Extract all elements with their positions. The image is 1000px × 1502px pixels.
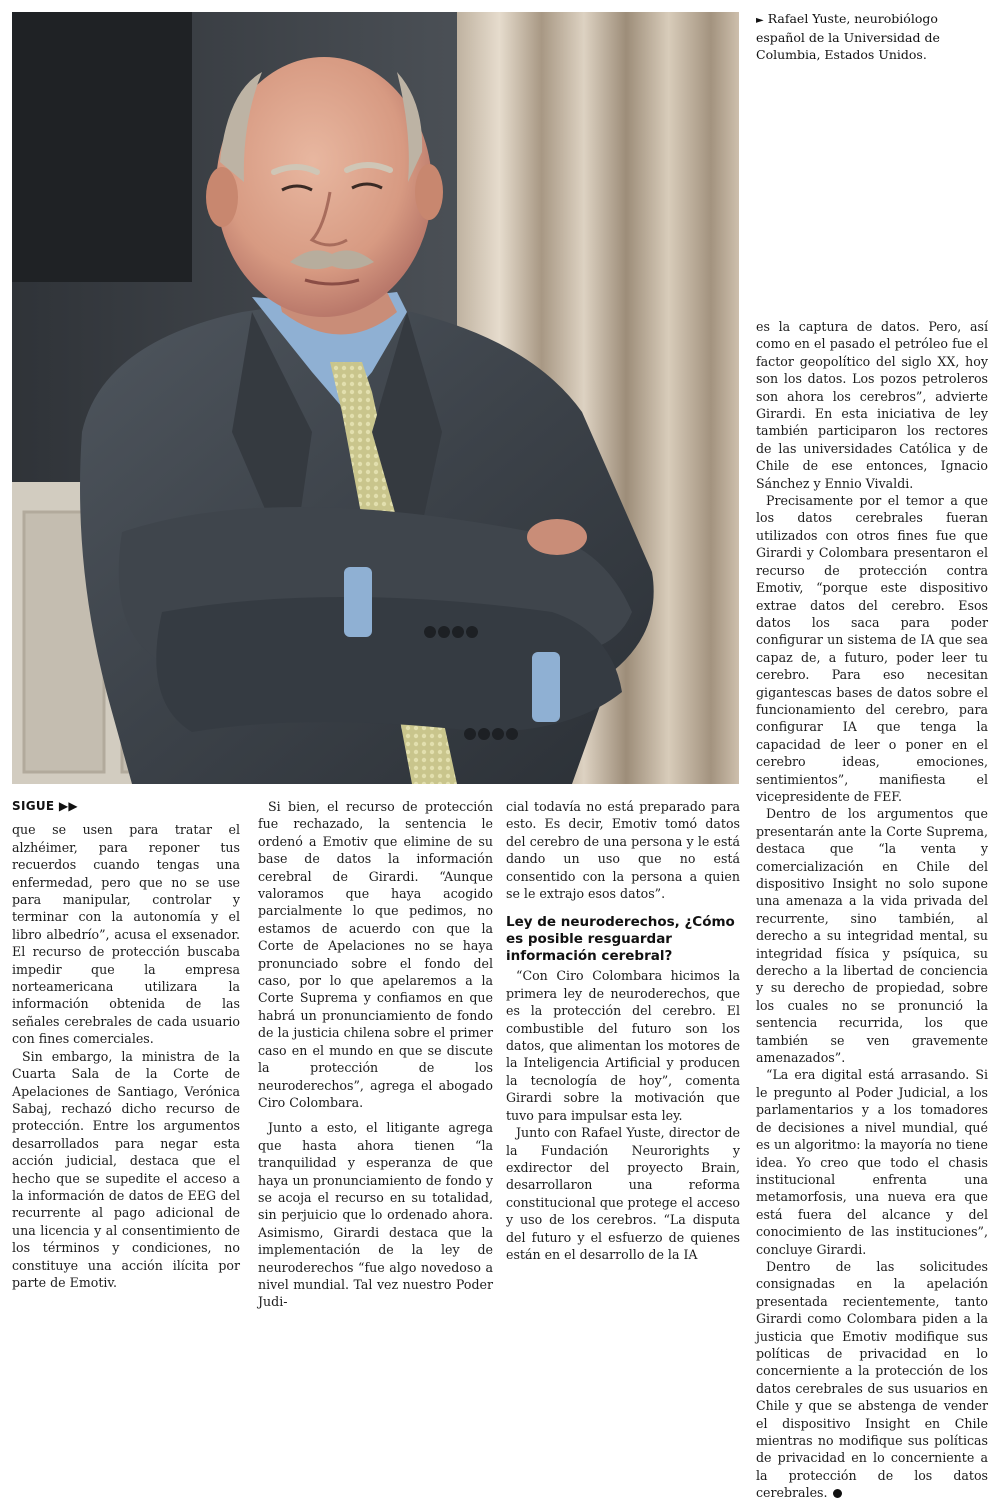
paragraph-final <box>756 1258 988 1502</box>
end-of-article-icon <box>833 1489 842 1498</box>
paragraph-final-text: Dentro de las solicitudes consignadas en la apelación presentada recientemente, tanto Girardi como Colombara piden a la justicia que Emotiv modifique sus políticas de privacidad en lo concerniente a la protección de los datos cerebrales de sus usuarios en Chile y que se abstenga de vender el dispositivo Insight en Chile mientras no modifique sus políticas de privacidad en lo concerniente a la protección de los datos cerebrales. <box>756 1258 988 1501</box>
article-column-2 <box>258 798 493 1311</box>
photo-caption <box>756 10 986 63</box>
paragraph: que se usen para tratar el alzhéimer, para reponer tus recuerdos cuando tengas una enfermedad, pero que no se use para manipular, controlar y terminar con la autonomía y el libro albedrío”, acusa el exsenador. El recurso de protección buscaba impedir que la empresa norteamericana utilizara la información obtenida de las señales cerebrales de cada usuario con fines comerciales. <box>12 822 240 1047</box>
paragraph: Precisamente por el temor a que los datos cerebrales fueran utilizados con otros fines fue que Girardi y Colombara presentaron el recurso de protección contra Emotiv, “porque este dispositivo extrae datos del cerebro. Esos datos los saca para poder configurar un sistema de IA que sea capaz de, a futuro, poder leer tu cerebro. Para eso necesitan gigantescas bases de datos sobre el funcionamiento del cerebro, para configurar IA que tenga la capacidad de leer o poner en el cerebro ideas, emociones, sentimientos”, manifiesta el vicepresidente de FEF. <box>756 493 988 804</box>
portrait-illustration <box>12 12 739 784</box>
continue-label: SIGUE ▶▶ <box>12 799 78 813</box>
caption-text: Rafael Yuste, neurobiólogo español de la Universidad de Columbia, Estados Unidos. <box>756 11 940 62</box>
paragraph: “Con Ciro Colombara hicimos la primera ley de neuroderechos, que es la protección del cerebro. El combustible del futuro son los datos, que alimentan los motores de la Inteligencia Artificial y producen la tecnología de hoy”, comenta Girardi sobre la motivación que tuvo para impulsar esta ley. <box>506 968 740 1123</box>
section-heading: Ley de neuroderechos, ¿Cómo es posible resguardar información cerebral? <box>506 914 735 965</box>
paragraph: Junto a esto, el litigante agrega que hasta ahora tienen “la tranquilidad y esperanza de que haya un pronunciamiento de fondo y se acoja el recurso en su totalidad, sin perjuicio que lo ordenado ahora. Asimismo, Girardi destaca que la implementación de la ley de neuroderechos “fue algo novedoso a nivel mundial. Tal vez nuestro Poder Judi- <box>258 1120 493 1310</box>
paragraph: Si bien, el recurso de protección fue rechazado, la sentencia le ordenó a Emotiv que elimine de su base de datos la información cerebral de Girardi. “Aunque valoramos que haya acogido parcialmente lo que pedimos, no estamos de acuerdo con que la Corte de Apelaciones no se haya pronunciado sobre el fondo del caso, por lo que apelaremos a la Corte Suprema y confiamos en que habrá un pronunciamiento de fondo de la justicia chilena sobre el primer caso en el mundo en que se discute la protección de los neuroderechos”, agrega el abogado Ciro Colombara. <box>258 799 493 1110</box>
article-column-3 <box>506 798 740 1263</box>
article-column-4 <box>756 318 988 1502</box>
paragraph: cial todavía no está preparado para esto. Es decir, Emotiv tomó datos del cerebro de una persona y le está dando un uso que no está consentido con la persona a quien se le extrajo esos datos”. <box>506 799 740 902</box>
caption-marker-icon: ► <box>756 15 764 26</box>
portrait-photo <box>12 12 739 784</box>
paragraph: Dentro de los argumentos que presentarán ante la Corte Suprema, destaca que “la venta y comercialización en Chile del dispositivo Insight no solo supone una amenaza a la vida privada del recurrente, sino también, al derecho a su integridad mental, su integridad física y psíquica, su derecho a la libertad de conciencia y su derecho de propiedad, sobre los cuales no se pronunció la sentencia recurrida, los que también se ven gravemente amenazados”. <box>756 806 988 1066</box>
paragraph: es la captura de datos. Pero, así como en el pasado el petróleo fue el factor geopolítico del siglo XX, hoy son los datos. Los pozos petroleros son ahora los cerebros”, advierte Girardi. En esta iniciativa de ley también participaron los rectores de las universidades Católica y de Chile de ese entonces, Ignacio Sánchez y Ennio Vivaldi. <box>756 319 988 491</box>
article-column-1 <box>12 798 240 1291</box>
paragraph: Sin embargo, la ministra de la Cuarta Sala de la Corte de Apelaciones de Santiago, Verónica Sabaj, rechazó dicho recurso de protección. Entre los argumentos desarrollados para negar esta acción judicial, destaca que el hecho que se supedite el acceso a la información de datos de EEG del recurrente al pago adicional de una licencia y al consentimiento de los términos y condiciones, no constituye una acción ilícita por parte de Emotiv. <box>12 1048 240 1290</box>
paragraph: Junto con Rafael Yuste, director de la Fundación Neurorights y exdirector del proyecto Brain, desarrollaron una reforma constitucional que protege el acceso y uso de los cerebros. “La disputa del futuro y el esfuerzo de quienes están en el desarrollo de la IA <box>506 1125 740 1262</box>
paragraph: “La era digital está arrasando. Si le pregunto al Poder Judicial, a los parlamentarios y a los tomadores de decisiones a nivel mundial, qué es un algoritmo: la mayoría no tiene idea. Yo creo que todo el chasis institucional enfrenta una metamorfosis, una nueva era que está fuera del alcance y del conocimiento de las instituciones”, concluye Girardi. <box>756 1067 988 1257</box>
